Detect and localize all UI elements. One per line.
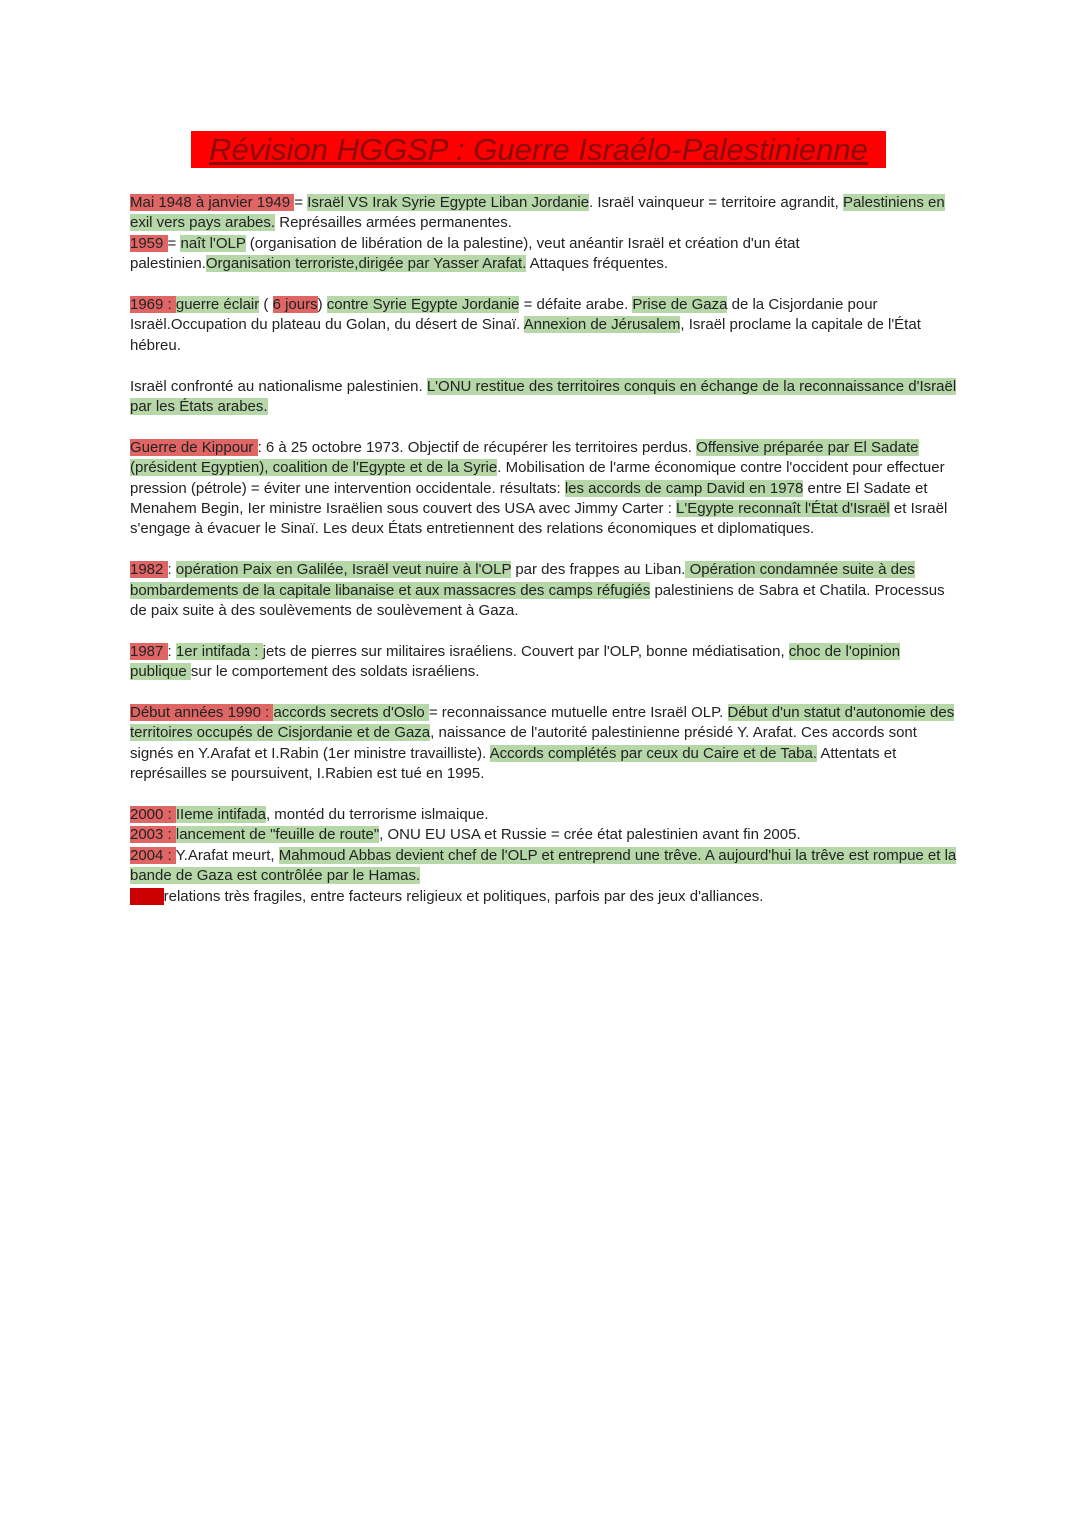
text-run: = [167,234,181,252]
paragraph [130,438,960,540]
key-highlight: contre Syrie Egypte Jordanie [326,296,520,314]
text-run: . Mobilisation de l'arme économique contre l'occident pour effectuer pression (pétrole) = éviter une intervention occidentale. résultats: [130,459,945,497]
key-highlight: Offensive préparée par El Sadate (président Egyptien), coalition de l'Egypte et de la Syrie [130,438,919,477]
text-run: = [294,194,308,211]
text-run: ( [259,296,273,314]
paragraph [130,805,960,907]
date-highlight: 2000 : [130,806,176,824]
text-run: Israël confronté au nationalisme palestinien. [130,377,427,395]
text-run: Attentats et représailles se poursuivent, I.Rabien est tué en 1995. [130,744,897,783]
document-body [130,193,960,928]
key-highlight: guerre éclair [175,296,260,314]
key-highlight: Mahmoud Abbas devient chef de l'OLP et entreprend une trêve. A aujourd'hui la trêve est rompue et la bande de Gaza est contrôlée par le Hamas. [130,846,957,885]
date-highlight: 1987 [130,642,168,660]
text-run: Attaques fréquentes. [526,255,669,273]
text-run: , naissance de l'autorité palestinienne présidé Y. Arafat. Ces accords sont signés en Y.Arafat et I.Rabin (1er ministre travailliste). [130,724,917,762]
text-run: sur le comportement des soldats israéliens. [190,663,480,681]
page-title: Révision HGGSP : Guerre Israélo-Palestinienne [191,131,886,168]
conclusion-marker: CCL [130,887,164,905]
text-run: de la Cisjordanie pour Israël.Occupation du plateau du Golan, du désert de Sinaï. [130,296,878,334]
text-run: et Israël s'engage à évacuer le Sinaï. Les deux États entretiennent des relations économiques et diplomatiques. [130,500,948,538]
text-run: , ONU EU USA et Russie = crée état palestinien avant fin 2005. [379,826,801,844]
key-highlight: Annexion de Jérusalem [523,316,681,334]
key-highlight: Organisation terroriste,dirigée par Yasser Arafat. [205,255,527,273]
date-highlight: 1959 [130,234,168,252]
paragraph [130,377,960,418]
key-highlight: accords secrets d'Oslo [273,704,429,722]
text-run: , montéd du terrorisme islmaique. [265,806,489,824]
date-highlight: 2003 : [130,826,176,844]
key-highlight: opération Paix en Galilée, Israël veut nuire à l'OLP [175,561,512,579]
date-highlight: 2004 : [130,846,176,864]
text-run: Représailles armées permanentes. [275,214,512,232]
text-run: . Israël vainqueur = territoire agrandit, [589,194,843,211]
paragraph [130,703,960,785]
date-highlight: 1969 : [130,296,176,314]
date-highlight: 1982 [130,561,168,579]
key-highlight: choc de l'opinion publique [130,642,901,681]
key-highlight: 1er intifada : [175,642,263,660]
text-run: : [167,642,176,660]
text-run: par des frappes au Liban. [511,561,686,579]
text-run: Y.Arafat meurt, [175,846,279,864]
paragraph [130,295,960,356]
text-run: entre El Sadate et Menahem Begin, Ier ministre Israëlien sous couvert des USA avec Jimmy Carter : [130,479,928,518]
text-run: relations très fragiles, entre facteurs religieux et politiques, parfois par des jeux d'alliances. [163,887,764,905]
key-highlight: Israël VS Irak Syrie Egypte Liban Jordanie [307,194,590,211]
text-run: : [167,561,176,579]
key-highlight: naît l'OLP [180,234,246,252]
date-highlight: Début années 1990 : [130,704,274,722]
paragraph [130,193,960,275]
text-run: : 6 à 25 octobre 1973. Objectif de récupérer les territoires perdus. [257,438,697,456]
text-run: = défaite arabe. [519,296,633,314]
paragraph [130,642,960,683]
date-highlight: Guerre de Kippour [130,438,258,456]
text-run: = reconnaissance mutuelle entre Israël OLP. [428,704,728,722]
text-run: jets de pierres sur militaires israéliens. Couvert par l'OLP, bonne médiatisation, [262,642,789,660]
key-highlight: Opération condamnée suite à des bombardements de la capitale libanaise et aux massacres des camps réfugiés [130,561,915,599]
key-highlight: lancement de "feuille de route" [175,826,380,844]
key-highlight: L'ONU restitue des territoires conquis en échange de la reconnaissance d'Israël par les États arabes. [130,377,957,416]
key-highlight: Début d'un statut d'autonomie des territoires occupés de Cisjordanie et de Gaza [130,704,955,742]
key-highlight: Prise de Gaza [632,296,728,314]
text-run: palestiniens de Sabra et Chatila. Processus de paix suite à des soulèvements de soulèvement à Gaza. [130,581,945,620]
key-highlight: Palestiniens en exil vers pays arabes. [130,194,945,232]
date-highlight: 6 jours [272,296,318,314]
text-run: (organisation de libération de la palestine), veut anéantir Israël et création d'un état palestinien. [130,234,800,273]
text-run: ) [317,296,327,314]
date-highlight: Mai 1948 à janvier 1949 [130,194,295,211]
key-highlight: IIeme intifada [175,806,266,824]
key-highlight: Accords complétés par ceux du Caire et de Taba. [489,744,818,762]
key-highlight: L'Egypte reconnaît l'État d'Israël [676,500,890,518]
paragraph [130,560,960,621]
key-highlight: les accords de camp David en 1978 [564,479,804,497]
text-run: , Israël proclame la capitale de l'État hébreu. [130,316,921,354]
